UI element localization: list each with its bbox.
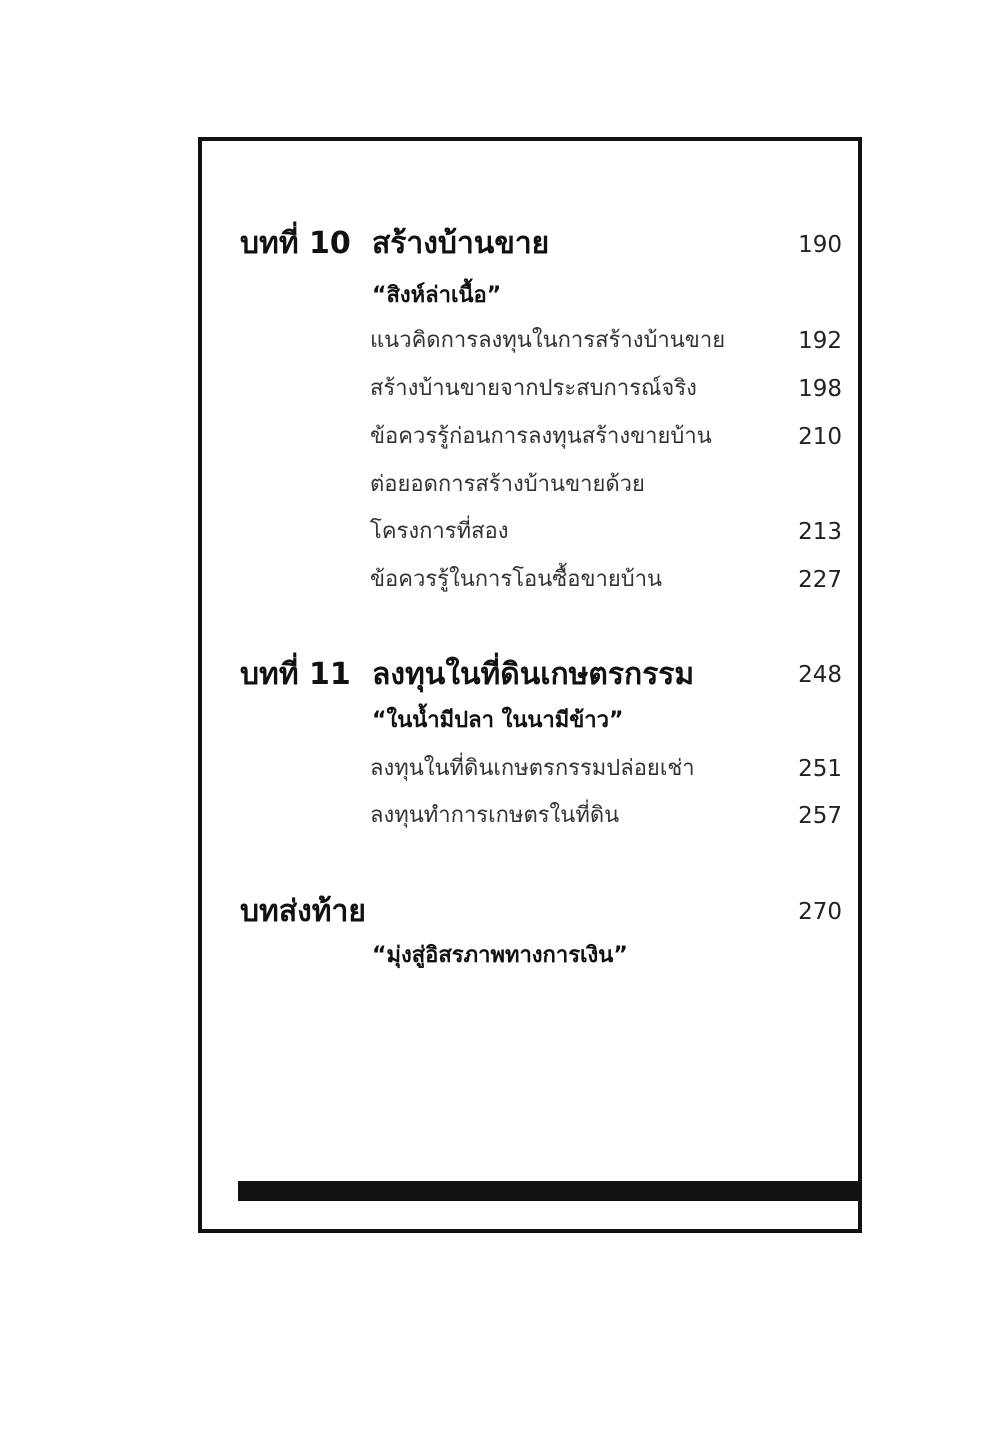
toc-entry: ต่อยอดการสร้างบ้านขายด้วย bbox=[370, 472, 645, 497]
toc-entry-page: 257 bbox=[798, 803, 842, 829]
toc-entry: ข้อควรรู้ก่อนการลงทุนสร้างขายบ้าน bbox=[370, 424, 712, 449]
chapter-10-title: สร้างบ้านขาย bbox=[372, 226, 550, 261]
chapter-10-page: 190 bbox=[798, 232, 842, 258]
toc-entry-page: 251 bbox=[798, 756, 842, 782]
toc-entry-page: 210 bbox=[798, 424, 842, 450]
toc-entry-page: 198 bbox=[798, 376, 842, 402]
toc-entry: โครงการที่สอง bbox=[370, 519, 509, 544]
toc-entry: สร้างบ้านขายจากประสบการณ์จริง bbox=[370, 376, 697, 401]
chapter-10-subtitle: “สิงห์ล่าเนื้อ” bbox=[372, 283, 502, 308]
toc-entry-page: 192 bbox=[798, 328, 842, 354]
chapter-11-label: บทที่ 11 bbox=[240, 657, 351, 692]
epilogue-label: บทส่งท้าย bbox=[240, 894, 366, 929]
toc-entry-page: 227 bbox=[798, 567, 842, 593]
chapter-11-page: 248 bbox=[798, 662, 842, 688]
toc-entry: แนวคิดการลงทุนในการสร้างบ้านขาย bbox=[370, 328, 726, 353]
toc-entry: ข้อควรรู้ในการโอนซื้อขายบ้าน bbox=[370, 567, 663, 592]
chapter-11-title: ลงทุนในที่ดินเกษตรกรรม bbox=[372, 657, 695, 692]
chapter-10-label: บทที่ 10 bbox=[240, 226, 351, 261]
chapter-11-subtitle: “ในน้ำมีปลา ในนามีข้าว” bbox=[372, 708, 624, 733]
epilogue-page: 270 bbox=[798, 899, 842, 925]
toc-entry: ลงทุนทำการเกษตรในที่ดิน bbox=[370, 803, 620, 828]
epilogue-subtitle: “มุ่งสู่อิสรภาพทางการเงิน” bbox=[372, 943, 628, 968]
toc-entry: ลงทุนในที่ดินเกษตรกรรมปล่อยเช่า bbox=[370, 756, 695, 781]
toc-entry-page: 213 bbox=[798, 519, 842, 545]
decorative-bottom-bar bbox=[238, 1181, 858, 1201]
